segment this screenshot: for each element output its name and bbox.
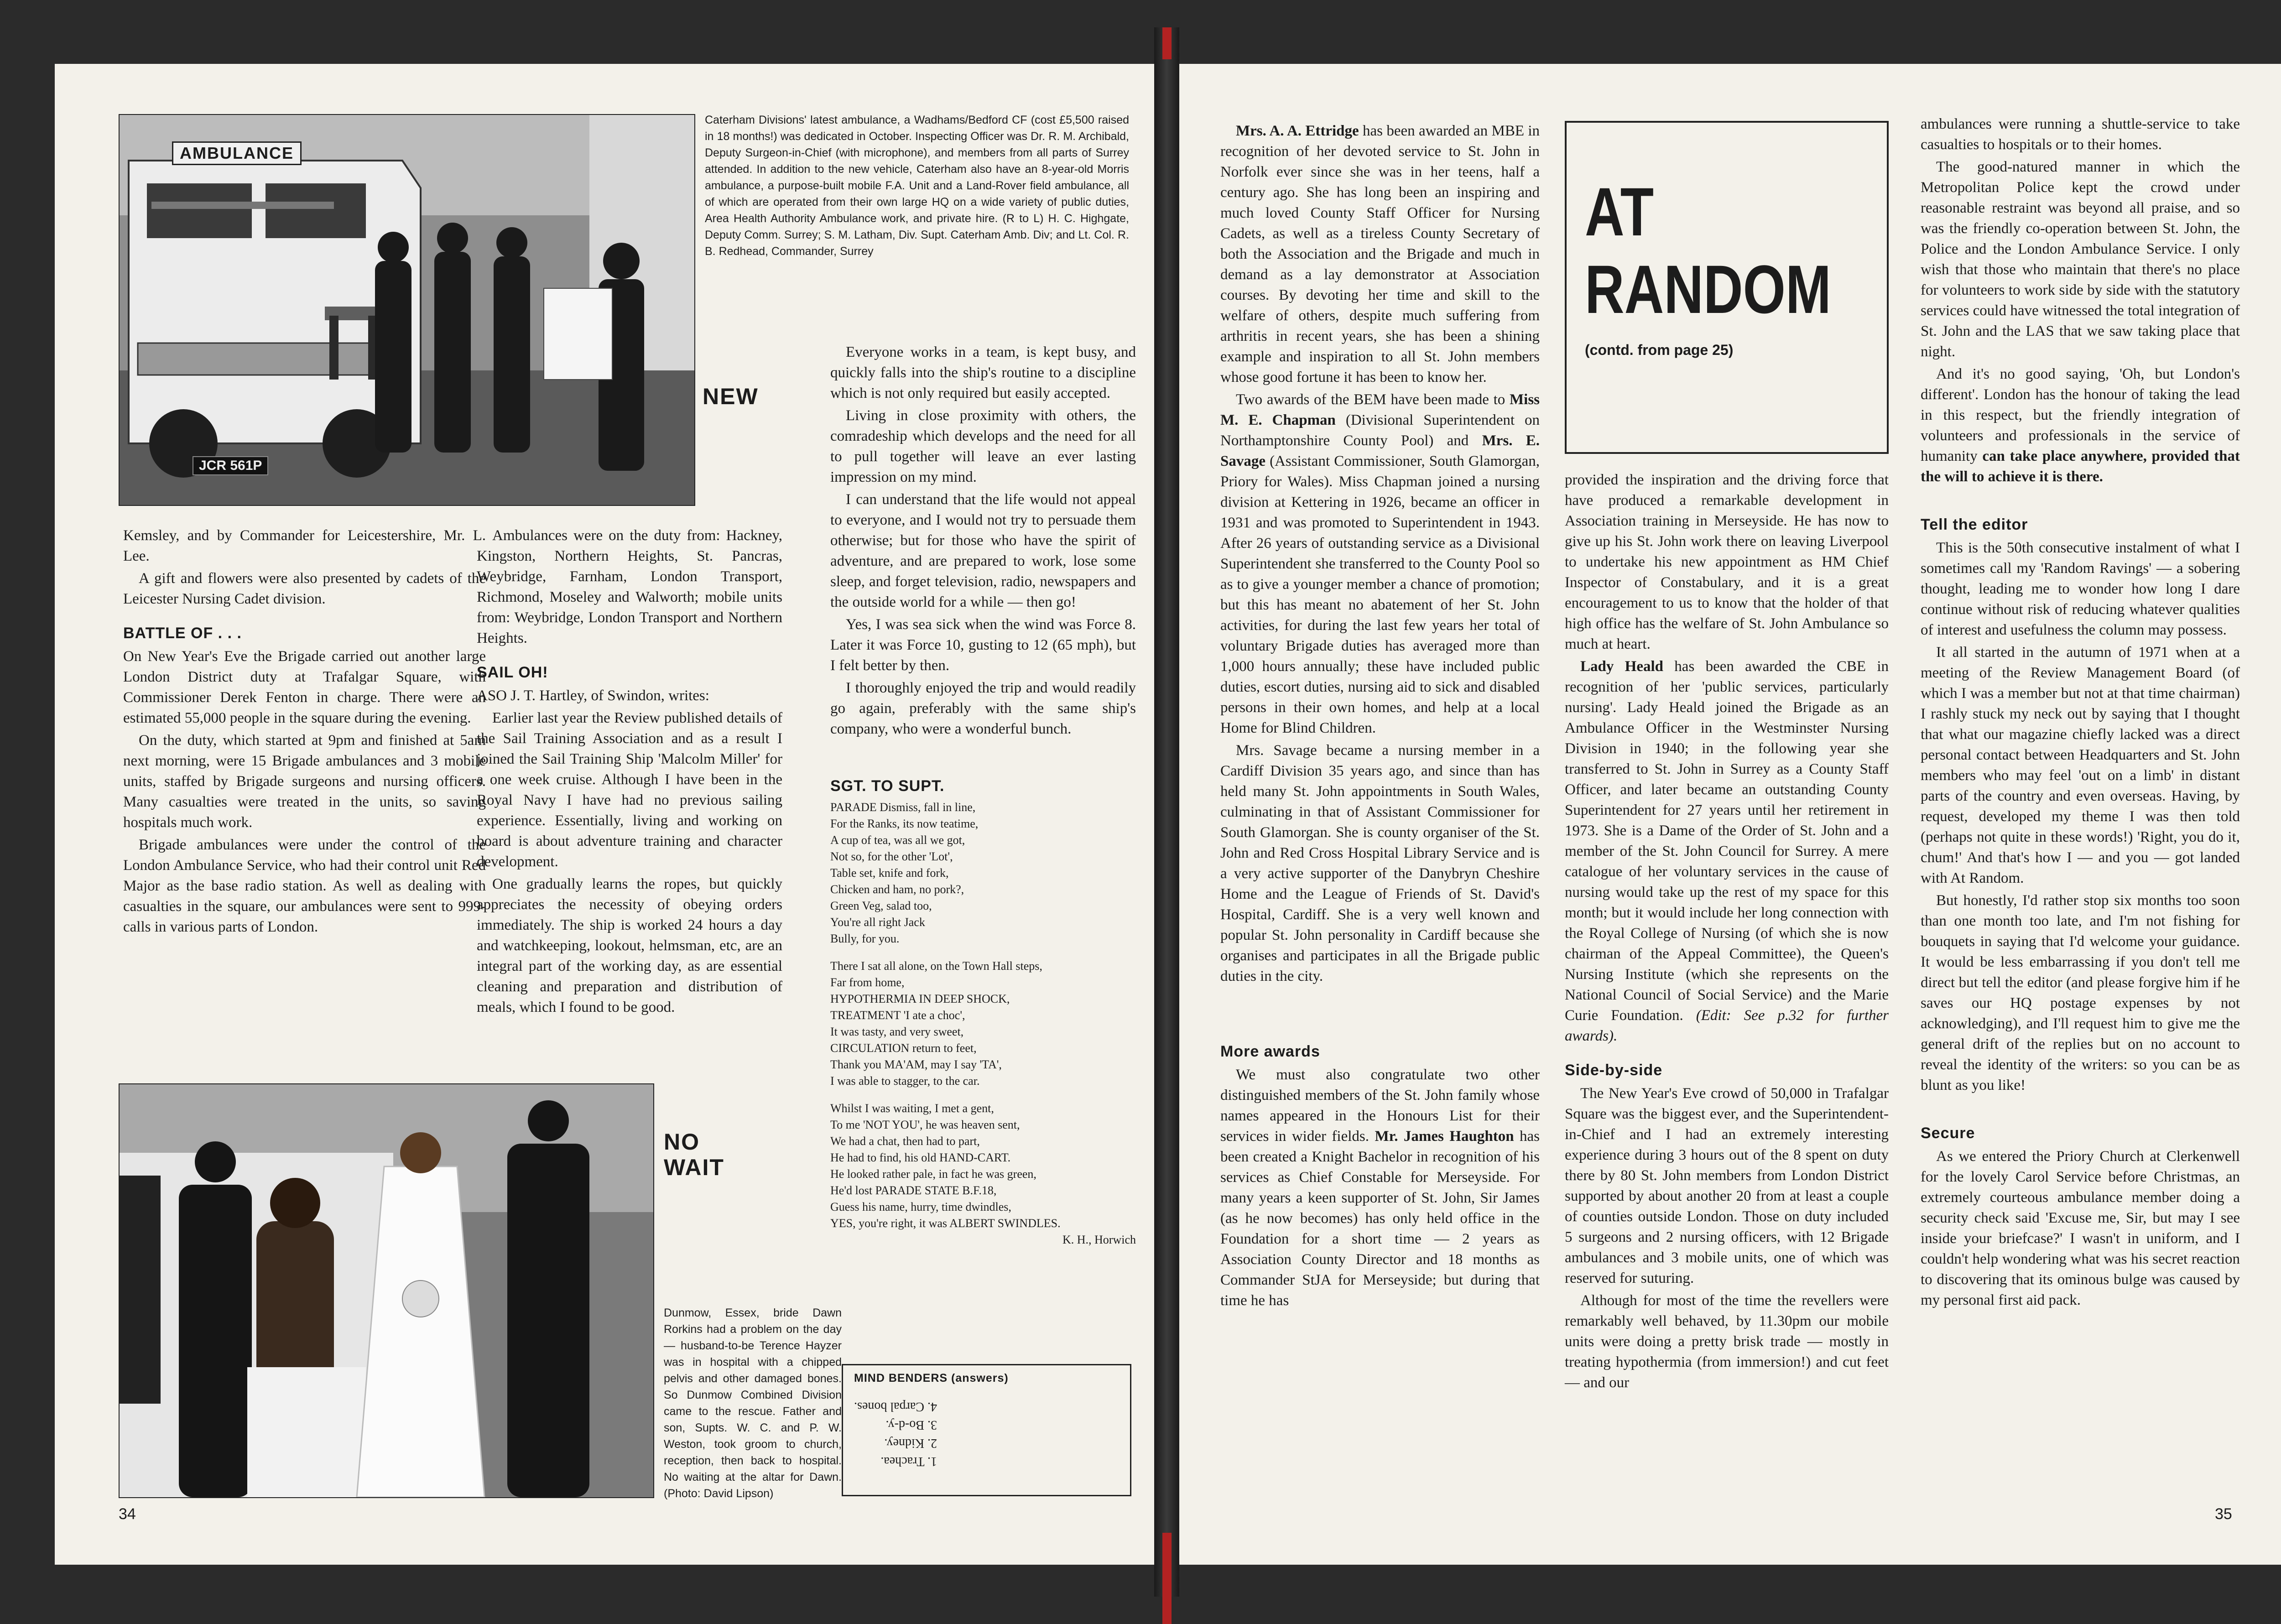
- paragraph-text: (Assistant Commissioner, South Glamorgan, Priory for Wales). Miss Chapman joined a nursing division at Kettering in 1926, became an officer in 1931 and was promoted to Superintendent in 1943. After 26 years of outstanding service as a Divisional Superintendent she transferred to the County Pool so as to give a younger member a chance of promotion; but this has meant no abatement of her St. John activities, for during the last few years her total of voluntary Brigade duties has averaged more than 1,000 hours annually; these have included public duties, escort duties, nursing aid to sick and disabled persons in their own homes, and help at a local Home for Blind Children.: [1220, 453, 1540, 736]
- poem-line: Whilst I was waiting, I met a gent,: [830, 1102, 994, 1115]
- poem-stanza: [830, 1100, 1136, 1232]
- poem-line: Green Veg, salad too,: [830, 899, 932, 912]
- emphasis: can take place anywhere, provided that the will to achieve it is there.: [1921, 448, 2240, 485]
- section-heading: Secure: [1921, 1124, 1975, 1142]
- left-column-1: [123, 526, 486, 939]
- mind-benders-title: MIND BENDERS (answers): [854, 1372, 1009, 1385]
- poem-stanza: [830, 799, 1136, 947]
- answer-item: 1. Trachea.: [880, 1454, 937, 1468]
- mind-benders-answers: [854, 1397, 937, 1470]
- new-title: NEW: [703, 384, 759, 409]
- paragraph: The good-natured manner in which the Metropolitan Police kept the crowd under reasonable restraint was beyond all praise, and so was the friendly co-operation between St. John, the Police and the London Ambulance Service. I only wish that those who maintain that there's no place for volunteers to work side by side with the statutory services could have witnessed the total integration of St. John and the LAS that we saw taking place that night.: [1921, 159, 2240, 360]
- poem-line: TREATMENT 'I ate a choc',: [830, 1009, 965, 1022]
- poem-line: Table set, knife and fork,: [830, 866, 949, 880]
- paragraph: This is the 50th consecutive instalment of what I sometimes call my 'Random Ravings' — a sobering thought, leading me to wonder how long I dare continue without risk of reducing whatever qualities of interest and usefulness the column may possess.: [1921, 540, 2240, 638]
- at-random-title-line2: RANDOM: [1585, 251, 1831, 328]
- wedding-caption: Dunmow, Essex, bride Dawn Rorkins had a problem on the day — husband-to-be Terence Hayzer was in hospital with a chipped pelvis and other damaged bones. So Dunmow Combined Division came to the rescue. Father and son, Supts. W. C. and P. W. Weston, took groom to church, reception, then back to hospital. No waiting at the altar for Dawn. (Photo: David Lipson): [664, 1306, 842, 1500]
- paragraph: As we entered the Priory Church at Clerkenwell for the lovely Carol Service before Christmas, an extremely courteous ambulance member doing a security check said 'Excuse me, Sir, but may I see inside your briefcase?' I wasn't in uniform, and I couldn't help wondering what was his secret reaction to discovering that its ominous bulge was caused by my personal first aid pack.: [1921, 1148, 2240, 1308]
- ambulance-photo-image: [120, 115, 694, 505]
- poem-line: HYPOTHERMIA IN DEEP SHOCK,: [830, 992, 1010, 1005]
- ambulance-photo: [119, 114, 695, 506]
- paragraph: One gradually learns the ropes, but quickly appreciates the necessity of obeying orders immediately. The ship is worked 24 hours a day and watchkeeping, lookout, helmsman, etc, are an integral part of the working day, as are essential cleaning and preparation and distribution of meals, which I found to be good.: [477, 876, 782, 1015]
- poem-line: Not so, for the other 'Lot',: [830, 850, 953, 863]
- left-column-3: [830, 342, 1136, 1248]
- editor-note: (Edit: See p.32 for further awards).: [1565, 1007, 1889, 1044]
- award-name: Lady Heald: [1580, 658, 1663, 675]
- paragraph-text: Two awards of the BEM have been made to: [1236, 391, 1510, 408]
- poem-line: Chicken and ham, no pork?,: [830, 883, 964, 896]
- paragraph-text: has been awarded the CBE in recognition of her 'public services, particularly nursing'. Lady Heald joined the Brigade as an Ambulance Officer in the Westminster Nursing Division in 1940; in the following year she transferred to St. John in Surrey as a County Staff Officer, and later became an outstanding County Superintendent for 27 years until her retirement in 1973. She is a Dame of the Order of St. John and a member of the St. John Council for Surrey. A mere catalogue of her voluntary services in the cause of nursing would take up the rest of my space for this month; but it would include her long connection with the Royal College of Nursing (of which she is now chairman of the Appeal Committee), the Queen's Nursing Institute (which she represents on the National Council of Social Service) and the Marie Curie Foundation.: [1565, 658, 1889, 1024]
- at-random-box: [1565, 121, 1889, 454]
- poem-line: We had a chat, then had to part,: [830, 1135, 980, 1148]
- poem-heading: SGT. TO SUPT.: [830, 777, 945, 795]
- wedding-photo: [119, 1083, 654, 1498]
- ambulance-caption: Caterham Divisions' latest ambulance, a Wadhams/Bedford CF (cost £5,500 raised in 18 months!) was dedicated in October. Inspecting Officer was Dr. R. M. Archibald, Deputy Surgeon-in-Chief (with microphone), and members from all parts of Surrey attended. In addition to the new vehicle, Caterham also have an 8-year-old Morris ambulance, a purpose-built mobile F.A. Unit and a Land-Rover field ambulance, all of which are operated from their own large HQ on a wide variety of public duties, Area Health Authority Ambulance work, and private hire. (R to L) H. C. Highgate, Deputy Comm. Surrey; S. M. Latham, Div. Supt. Caterham Amb. Div; and Lt. Col. R. B. Redhead, Commander, Surrey: [705, 114, 1129, 258]
- paragraph: I can understand that the life would not appeal to everyone, and I would not try to persuade them otherwise; but for those who have the spirit of adventure, and are prepared to work, lose some sleep, and forget television, radio, newspapers and the outside world for a while — then go!: [830, 491, 1136, 610]
- poem-line: He'd lost PARADE STATE B.F.18,: [830, 1184, 997, 1197]
- paragraph: Earlier last year the Review published details of the Sail Training Association and as a result I joined the Sail Training Ship 'Malcolm Miller' for a one week cruise. Although I have been in the Royal Navy I have had no previous sailing experience. Essentially, living and working on board is about adventure training and character development.: [477, 710, 782, 870]
- poem-line: You're all right Jack: [830, 916, 925, 929]
- section-heading: SAIL OH!: [477, 664, 548, 681]
- poem-stanza: [830, 958, 1136, 1089]
- byline: ASO J. T. Hartley, of Swindon, writes:: [477, 687, 709, 704]
- poem-line: He had to find, his old HAND-CART.: [830, 1151, 1011, 1164]
- paragraph: I thoroughly enjoyed the trip and would readily go again, preferably with the same ship's company, who were a wonderful bunch.: [830, 680, 1136, 737]
- poem-line: Bully, for you.: [830, 932, 900, 945]
- poem-line: There I sat all alone, on the Town Hall steps,: [830, 959, 1042, 973]
- poem-line: Far from home,: [830, 976, 905, 989]
- poem: [830, 799, 1136, 1248]
- poem-line: PARADE Dismiss, fall in line,: [830, 801, 976, 814]
- paragraph: But honestly, I'd rather stop six months too soon than one month too late, and I'm not fishing for bouquets in saying that I'd welcome your guidance. It would be less embarrassing if you don't tell me direct but tell the editor (and please forgive him if he saves our HQ postage expenses by not acknowledging), and I'll request him to give me the general drift of the replies but on no account to reveal the identity of the writers: so you can be as blunt as you like!: [1921, 892, 2240, 1093]
- section-heading: Tell the editor: [1921, 516, 2028, 533]
- paragraph: [1220, 390, 1540, 739]
- paragraph: On the duty, which started at 9pm and finished at 5am next morning, were 15 Brigade ambulances and 3 mobile units, staffed by Brigade surgeons and nursing officers. Many casualties were treated in the units, so saving hospitals much work.: [123, 732, 486, 831]
- poem-line: A cup of tea, was all we got,: [830, 833, 965, 847]
- left-column-2: [477, 526, 782, 1020]
- mind-benders-box: [842, 1364, 1131, 1496]
- bookmark-ribbon: [1162, 1533, 1172, 1624]
- paragraph: Although for most of the time the revellers were remarkably well behaved, by 11.30pm our mobile units were doing a pretty brisk trade — mostly in treating hypothermia (from immersion!) and cut feet — and our: [1565, 1292, 1889, 1391]
- paragraph: [1565, 656, 1889, 1046]
- poem-line: YES, you're right, it was ALBERT SWINDLES.: [830, 1217, 1061, 1230]
- poem-line: For the Ranks, its now teatime,: [830, 817, 979, 830]
- page-number: 35: [2215, 1505, 2232, 1523]
- paragraph: provided the inspiration and the driving force that have produced a remarkable development in Association training in Merseyside. He has now to give up his St. John work there on leaving Liverpool to undertake his new appointment as HM Chief Inspector of Constabulary, and it is a great encouragement to us to know that the holder of that high office has the welfare of St. John Ambulance so much at heart.: [1565, 472, 1889, 652]
- wedding-photo-image: [120, 1084, 653, 1497]
- right-column-2: [1565, 470, 1889, 1395]
- at-random-title-line1: AT: [1585, 173, 1654, 250]
- answer-item: 4. Carpal bones.: [854, 1400, 937, 1414]
- paragraph: Brigade ambulances were under the control of the London Ambulance Service, who had their control unit Red Major as the base radio station. As well as dealing with casualties in the square, our ambulances were sent to 999-calls in various parts of London.: [123, 837, 486, 935]
- paragraph-text: (Divisional Superintendent on Northamptonshire County Pool) and: [1220, 412, 1540, 449]
- no-wait-title: NO WAIT: [664, 1129, 724, 1180]
- poem-line: It was tasty, and very sweet,: [830, 1025, 964, 1038]
- paragraph: A gift and flowers were also presented by cadets of the Leicester Nursing Cadet division.: [123, 570, 486, 607]
- paragraph-text: has been created a Knight Bachelor in recognition of his services as Chief Constable for Merseyside. For many years a keen supporter of St. John, Sir James (as he now becomes) has only held office in the Foundation for a short time — 2 years as Association County Director and 18 months as Commander StJA for Merseyside; but during that time he has: [1220, 1128, 1540, 1309]
- right-page: [1179, 64, 2281, 1565]
- award-name: Miss M. E. Chapman: [1220, 391, 1540, 428]
- paragraph: ambulances were running a shuttle-service to take casualties to hospitals or to their homes.: [1921, 116, 2240, 153]
- poem-line: CIRCULATION return to feet,: [830, 1041, 977, 1055]
- award-name: Mrs. A. A. Ettridge: [1236, 123, 1359, 139]
- poem-line: He looked rather pale, in fact he was green,: [830, 1167, 1036, 1181]
- section-heading: More awards: [1220, 1043, 1320, 1060]
- poem-line: I was able to stagger, to the car.: [830, 1074, 980, 1088]
- paragraph: Kemsley, and by Commander for Leicestershire, Mr. L. Lee.: [123, 527, 486, 564]
- paragraph: On New Year's Eve the Brigade carried out another large London District duty at Trafalgar Square, with Commissioner Derek Fenton in charge. There were an estimated 55,000 people in the square during the evening.: [123, 648, 486, 726]
- right-column-3: [1921, 114, 2240, 1312]
- bookmark-ribbon: [1162, 27, 1172, 59]
- left-page: [55, 64, 1154, 1565]
- poem-line: Guess his name, hurry, time dwindles,: [830, 1200, 1011, 1213]
- poem-signature: K. H., Horwich: [1062, 1233, 1136, 1246]
- paragraph: [1220, 121, 1540, 388]
- book-spine: [1154, 27, 1179, 1597]
- paragraph: It all started in the autumn of 1971 when at a meeting of the Review Management Board (of which I was a member but not at that time chairman) I rashly stuck my neck out by saying that I thought that what our magazine chiefly lacked was a direct personal contact between Headquarters and St. John members who may feel 'out on a limb' in distant parts of the country and even overseas. Having, by request, developed my theme I was then told (perhaps not quite in these words!) 'Right, you do it, chum!' And that's how I — and you — got landed with At Random.: [1921, 644, 2240, 886]
- ambulance-sign: AMBULANCE: [172, 141, 302, 165]
- paragraph: Living in close proximity with others, the comradeship which develops and the need for all to pull together will leave an ever lasting impression on my mind.: [830, 407, 1136, 485]
- paragraph: [1220, 1065, 1540, 1311]
- poem-line: To me 'NOT YOU', he was heaven sent,: [830, 1118, 1020, 1131]
- answer-item: 2. Kidney.: [884, 1436, 937, 1450]
- answer-item: 3. Bo-d-y.: [885, 1418, 937, 1432]
- licence-plate: JCR 561P: [193, 456, 268, 475]
- paragraph: [1921, 364, 2240, 487]
- poem-line: Thank you MA'AM, may I say 'TA',: [830, 1058, 1002, 1071]
- section-heading: Side-by-side: [1565, 1062, 1663, 1079]
- page-number: 34: [119, 1505, 136, 1523]
- paragraph: Yes, I was sea sick when the wind was Force 8. Later it was Force 10, gusting to 12 (65 mph), but I felt better by then.: [830, 616, 1136, 674]
- paragraph: Ambulances were on the duty from: Hackney, Kingston, Northern Heights, St. Pancras, Weybridge, Farnham, London Transport, Richmond, Moseley and Walworth; mobile units from: Weybridge, London Transport and Northern Heights.: [477, 527, 782, 646]
- paragraph: The New Year's Eve crowd of 50,000 in Trafalgar Square was the biggest ever, and the Superintendent-in-Chief and I had an extremely interesting experience during 3 hours out of the 8 spent on duty there by 80 St. John members from London District supported by about another 20 from at least a couple of counties outside London. Those on duty included 5 surgeons and 2 nursing officers, with 12 Brigade ambulances and 3 mobile units, one of which was reserved for suturing.: [1565, 1085, 1889, 1286]
- paragraph: Everyone works in a team, is kept busy, and quickly falls into the ship's routine to a discipline which is not only required but easily accepted.: [830, 344, 1136, 401]
- paragraph: Mrs. Savage became a nursing member in a Cardiff Division 35 years ago, and since than has held many St. John appointments in South Wales, culminating in that of Assistant Commissioner for South Glamorgan. She is county organiser of the St. John and Red Cross Hospital Library Service and is a very active supporter of the Danybryn Cheshire Home and the League of Friends of St. David's Hospital, Cardiff. She is a very well known and popular St. John personality in Cardiff because she organises and participates in all the Brigade public duties in the city.: [1220, 742, 1540, 984]
- right-column-1: [1220, 121, 1540, 1313]
- at-random-contd: (contd. from page 25): [1585, 342, 1734, 358]
- section-heading: BATTLE OF . . .: [123, 625, 242, 642]
- paragraph-text: We must also congratulate two other distinguished members of the St. John family whose names appeared in the Honours List for their services in wider fields.: [1220, 1067, 1540, 1145]
- paragraph-text: And it's no good saying, 'Oh, but London's different'. London has the honour of taking the lead in this respect, but the friendly integration of volunteers and professionals in the service of humanity: [1921, 366, 2240, 464]
- award-name: Mrs. E. Savage: [1220, 432, 1540, 469]
- award-name: Mr. James Haughton: [1375, 1128, 1514, 1145]
- paragraph-text: has been awarded an MBE in recognition of her devoted service to St. John in Norfolk ever since she was in her teens, half a century ago. She has long been an inspiring and much loved County Staff Officer for Nursing Cadets, as well as a tireless County Secretary of both the Association and the Brigade and much in demand as a lay demonstrator at Association courses. By devoting her time and skill to the welfare of others, despite much suffering from arthritis in recent years, she has been a shining example and inspiration to all St. John members whose good fortune it has been to know her.: [1220, 123, 1540, 385]
